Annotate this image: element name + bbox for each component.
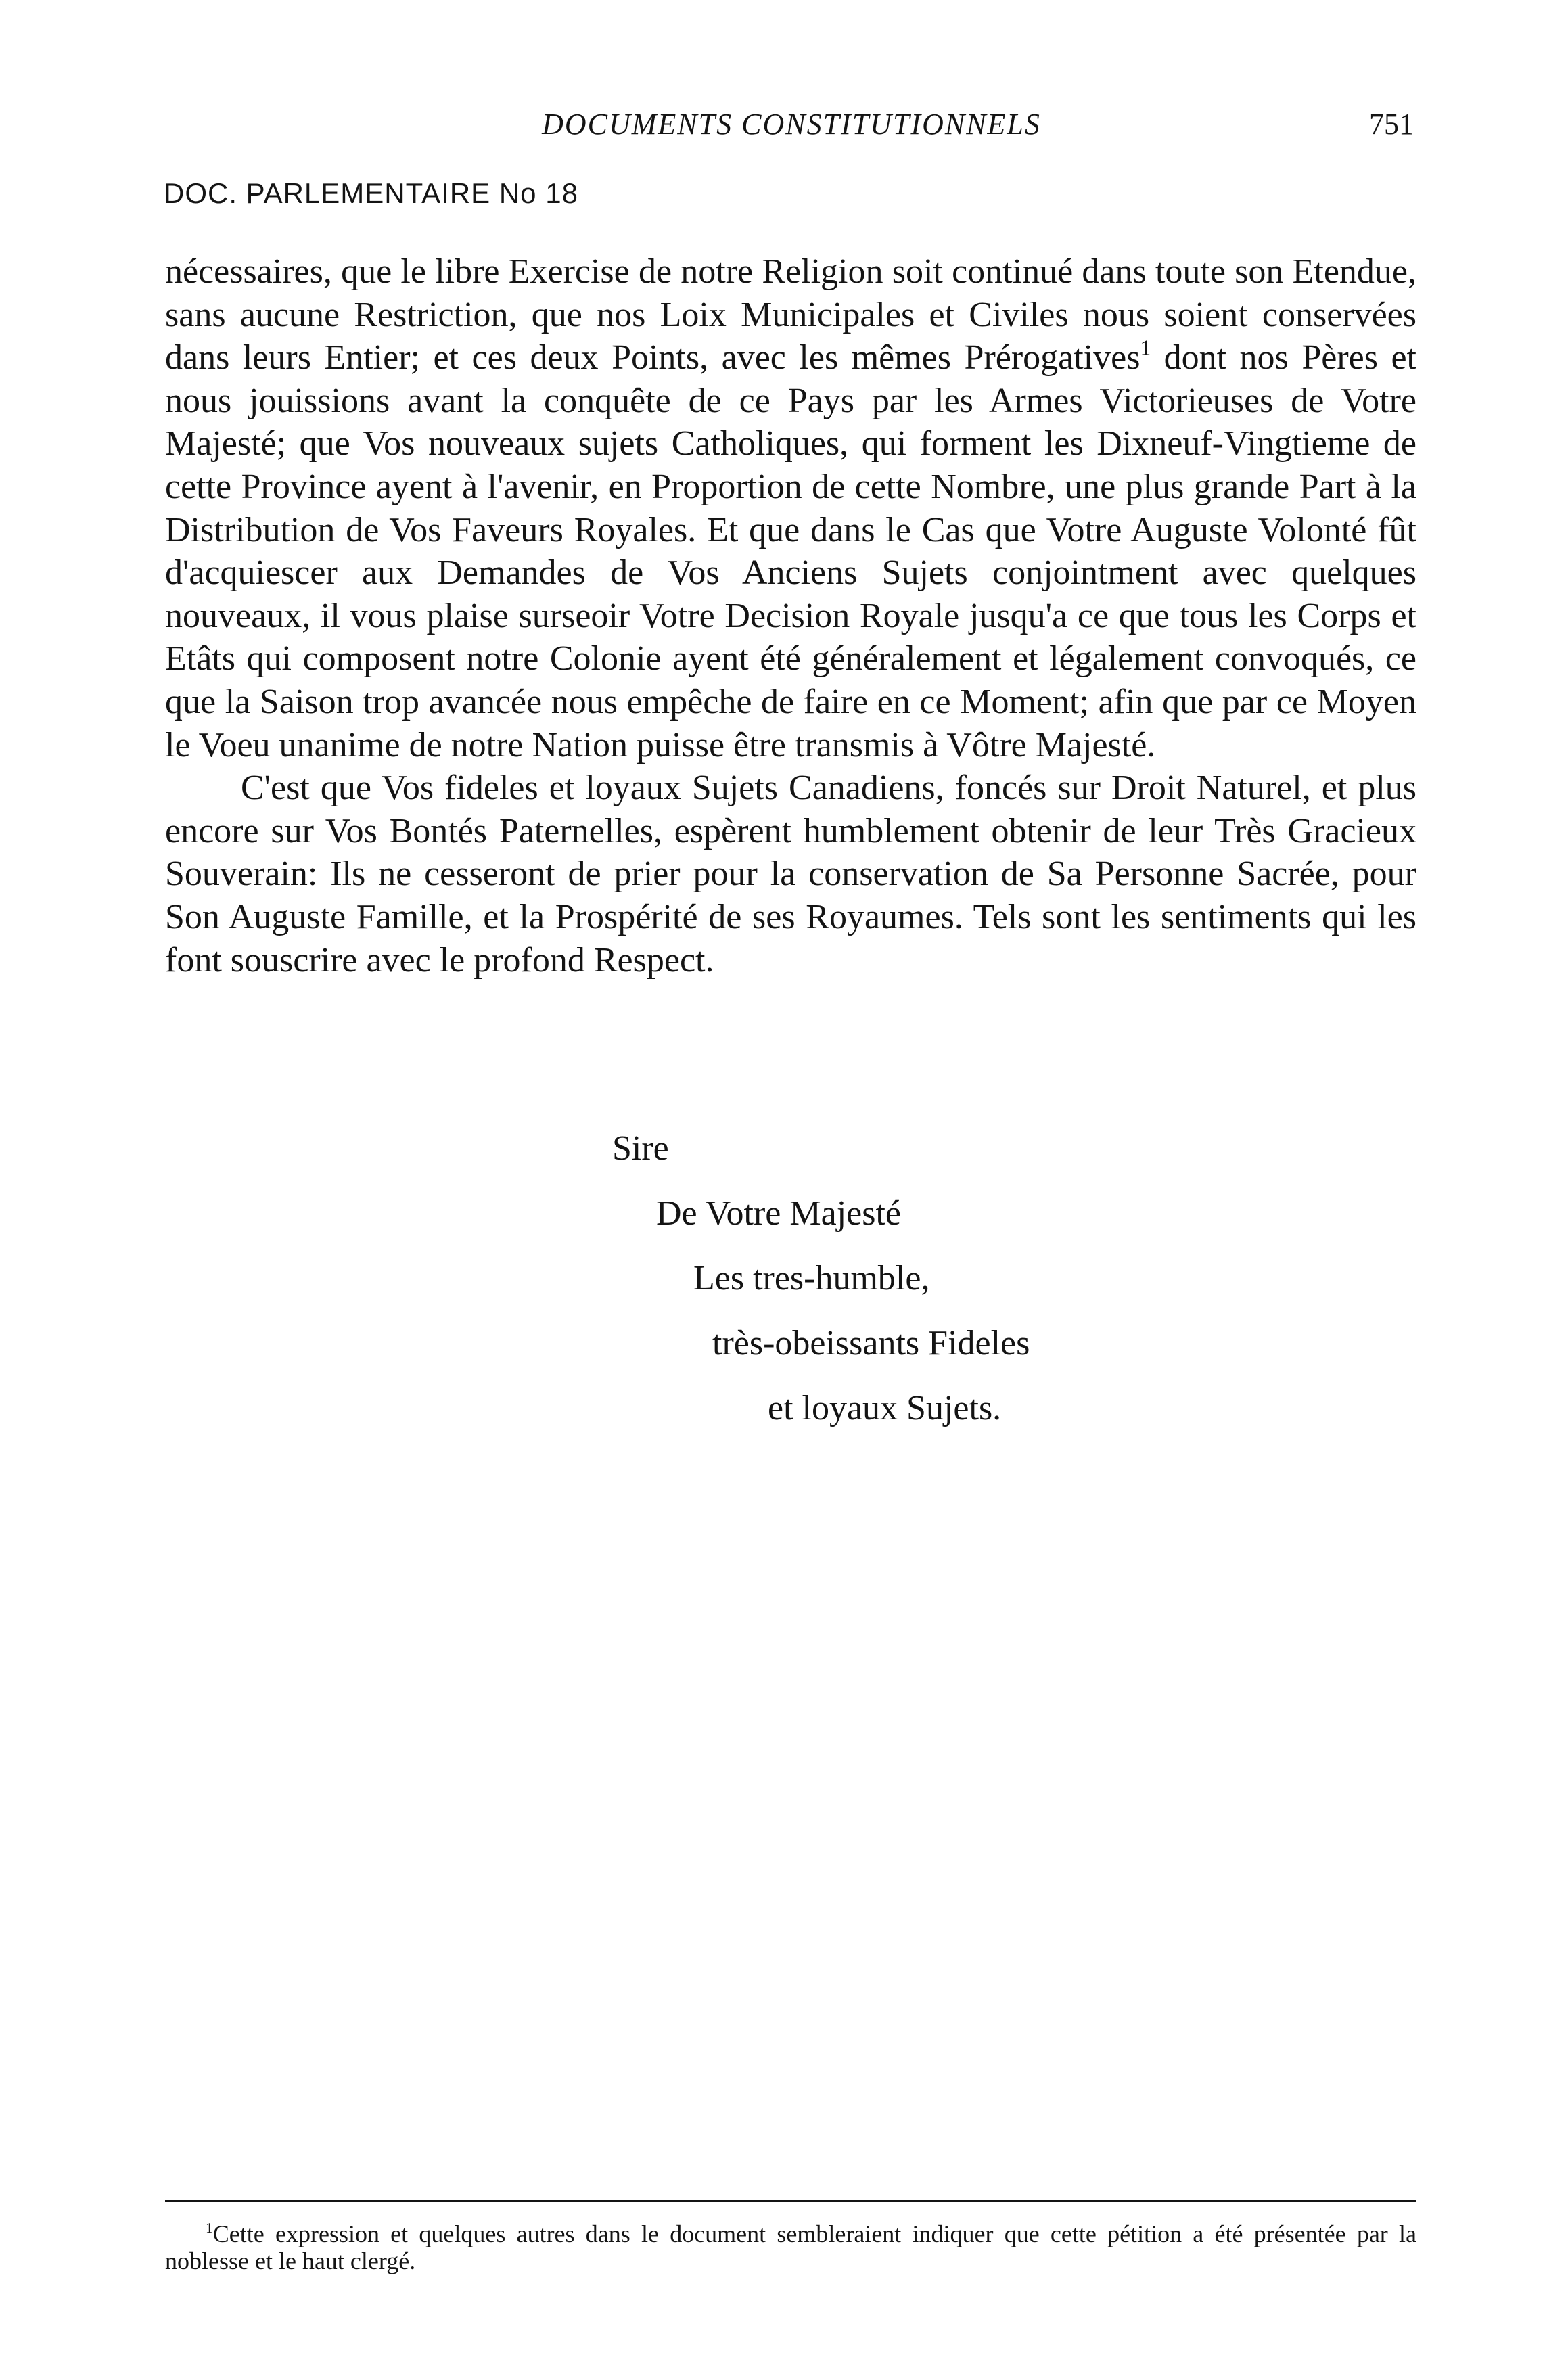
page-number: 751 <box>1369 108 1414 141</box>
paragraph: C'est que Vos fideles et loyaux Sujets Canadiens, foncés sur Droit Naturel, et plus encore sur Vos Bontés Paternelles, espèrent humblement obtenir de leur Très Gracieux Souverain: Ils ne cesseront de prier pour la conservation de Sa Personne Sacrée, pour Son Auguste Famille, et la Prospérité de ses Royaumes. Tels sont les sentiments qui les font souscrire avec le profond Respect. <box>165 769 1416 980</box>
running-head <box>169 107 1414 147</box>
closing-line: De Votre Majesté <box>656 1194 901 1233</box>
footnote <box>165 2220 1416 2274</box>
running-title: DOCUMENTS CONSTITUTIONNELS <box>542 108 1041 141</box>
footnote-reference: 1 <box>1140 336 1151 360</box>
document-label: DOC. PARLEMENTAIRE No 18 <box>164 177 578 209</box>
paragraph <box>165 250 1416 767</box>
paragraph-text-continued: dont nos Pères et nous jouissions avant la conquête de ce Pays par les Armes Victorieuses de Votre Majesté; que Vos nouveaux sujets Catholiques, qui forment les Dixneuf-Vingtieme de cette Province ayent à l'avenir, en Proportion de cette Nombre, une plus grande Part à la Distribution de Vos Faveurs Royales. Et que dans le Cas que Votre Auguste Volonté fût d'acquiescer aux Demandes de Vos Anciens Sujets conjointment avec quelques nouveaux, il vous plaise surseoir Votre Decision Royale jusqu'a ce que tous les Corps et Etâts qui composent notre Colonie ayent été généralement et légalement convoqués, ce que la Saison trop avancée nous empêche de faire en ce Moment; afin que par ce Moyen le Voeu unanime de notre Nation puisse être transmis à Vôtre Majesté. <box>165 338 1417 764</box>
footnote-marker: 1 <box>206 2219 213 2236</box>
paragraph-text: nécessaires, que le libre Exercise de notre Religion soit continué dans toute son Etendue, sans aucune Restriction, que nos Loix Municipales et Civiles nous soient conservées dans leurs Entier; et ces deux Points, avec les mêmes Prérogatives <box>165 252 1416 378</box>
body-text <box>165 250 1416 982</box>
closing-line: très-obeissants Fideles <box>712 1324 1030 1363</box>
closing-line: et loyaux Sujets. <box>768 1389 1002 1427</box>
closing-line: Les tres-humble, <box>693 1259 930 1298</box>
footnote-text: Cette expression et quelques autres dans le document sembleraient indiquer que cette pétition a été présentée par la noblesse et le haut clergé. <box>165 2220 1416 2274</box>
closing-line: Sire <box>612 1129 669 1168</box>
footnote-divider <box>165 2200 1416 2202</box>
